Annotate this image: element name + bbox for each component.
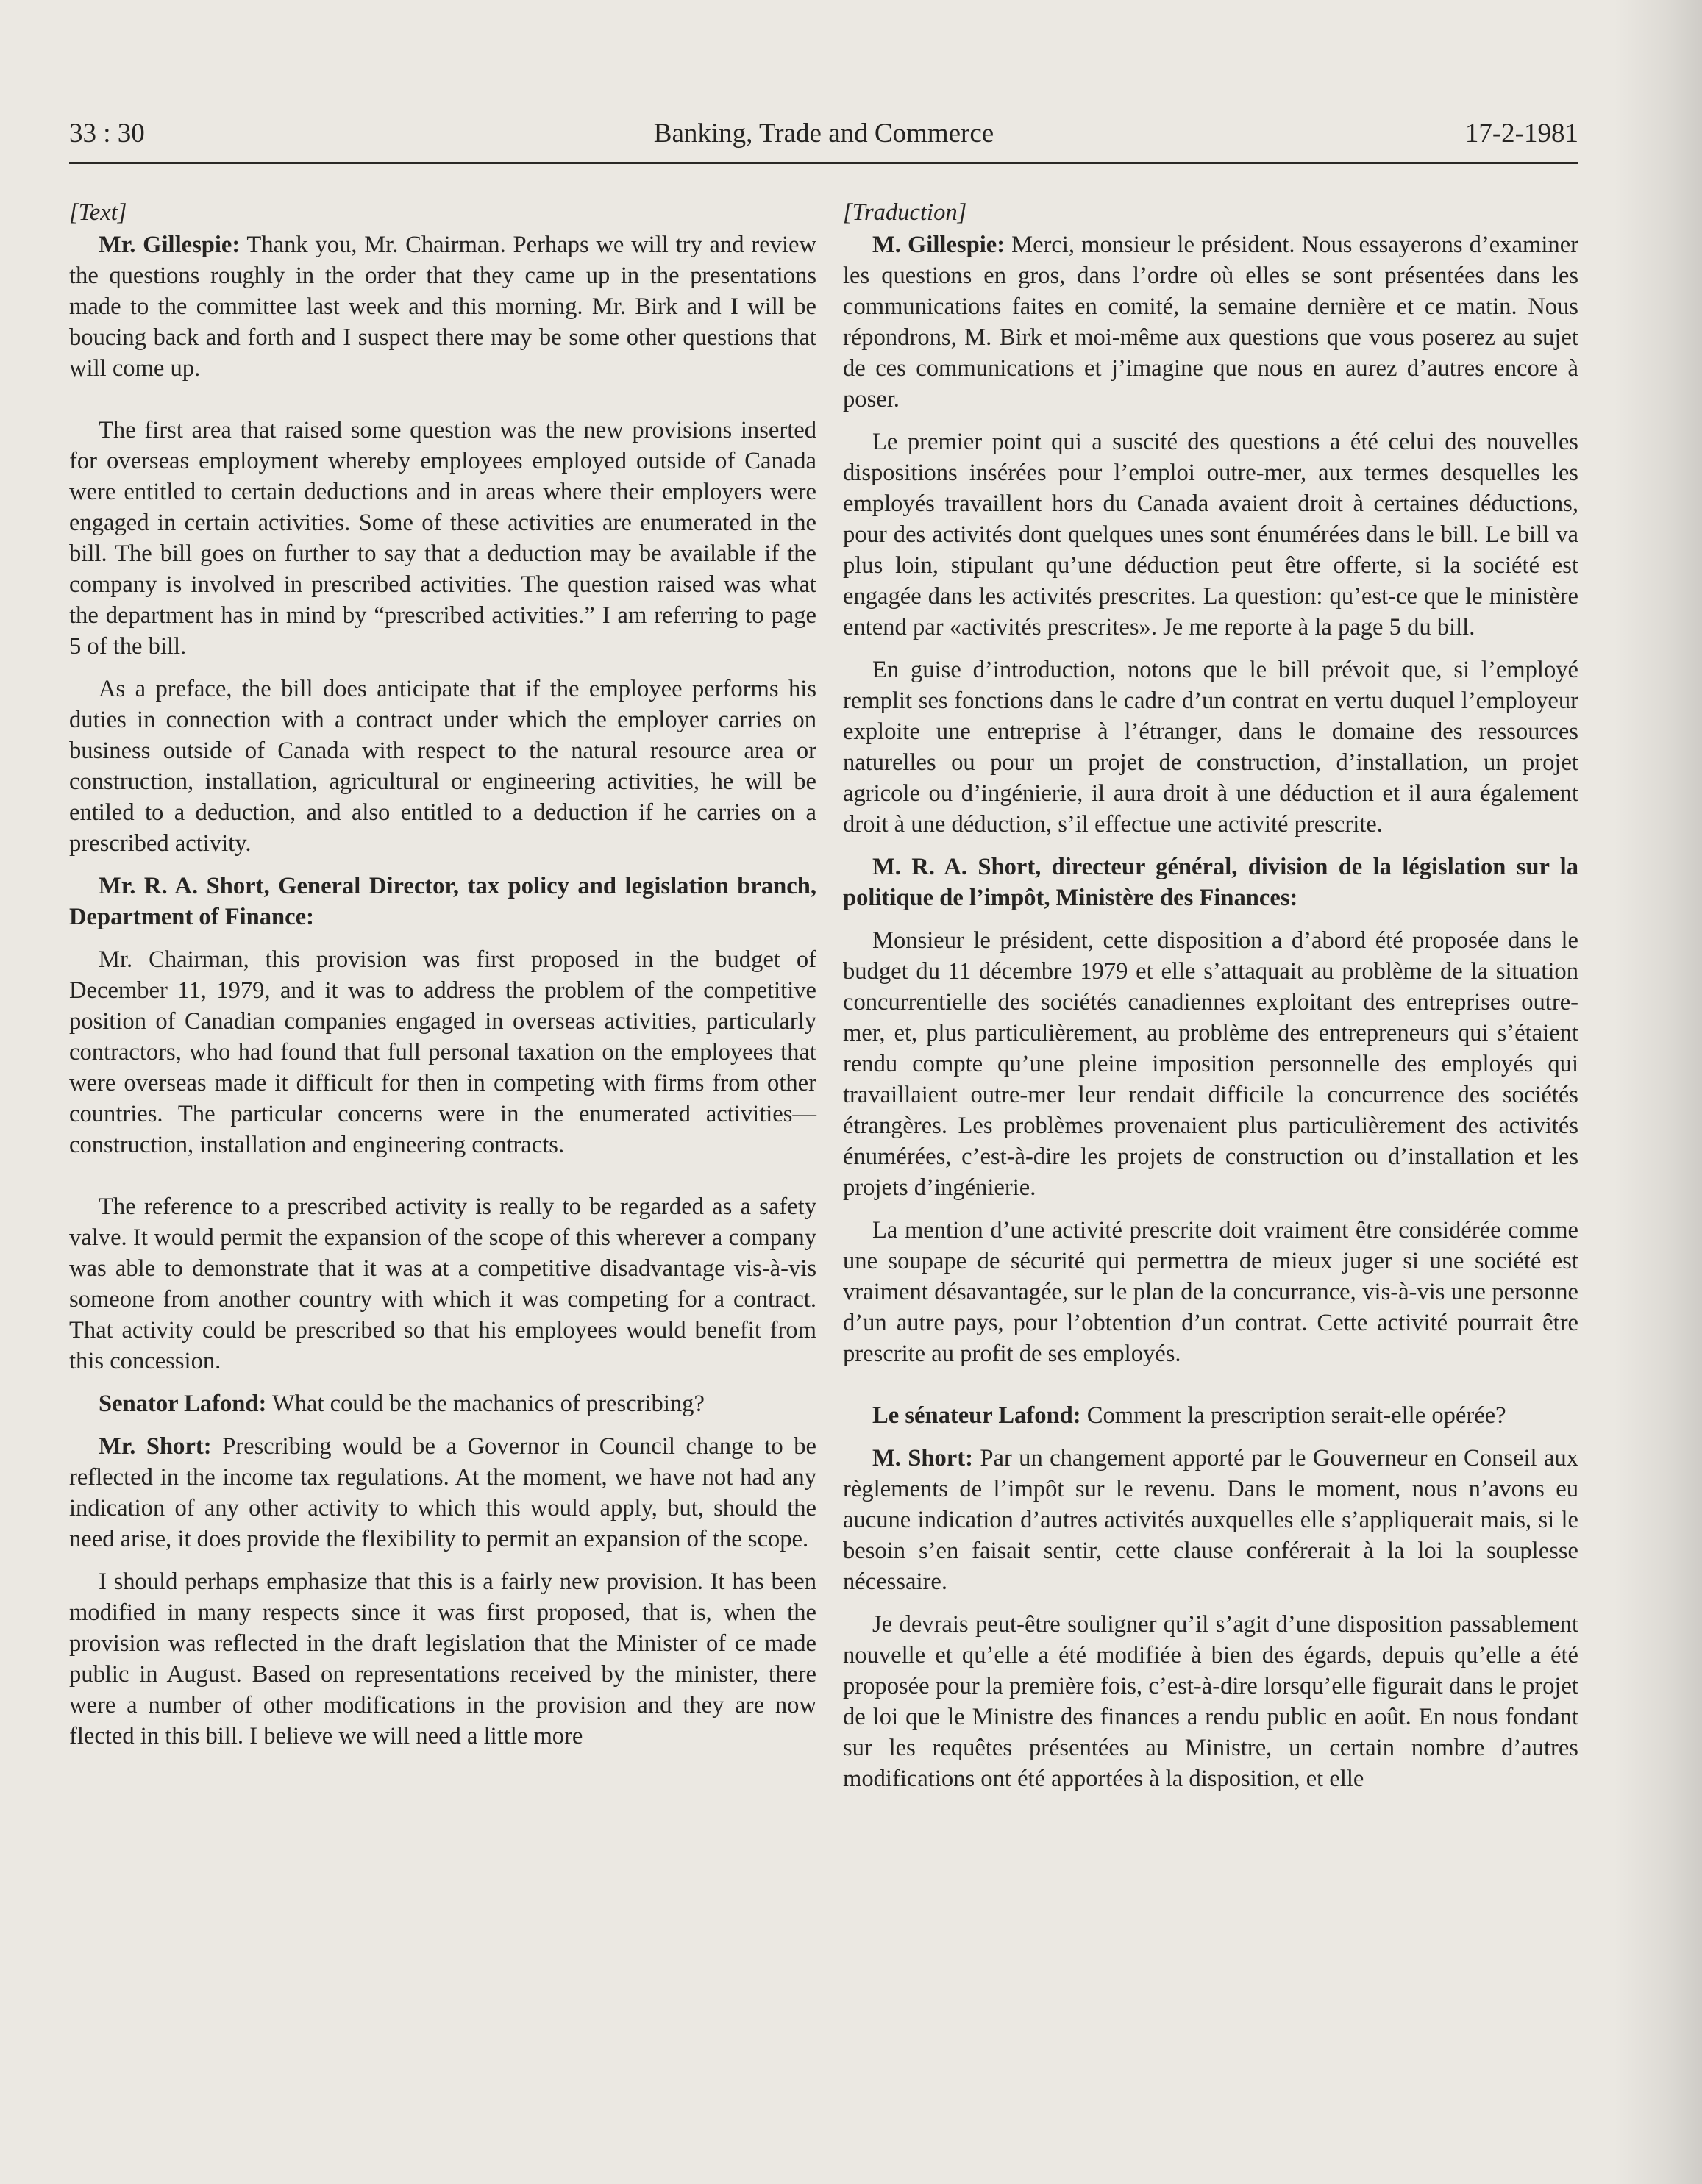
english-column xyxy=(69,197,816,1763)
paragraph: I should perhaps emphasize that this is a fairly new provision. It has been modified in many respects since it was first proposed, that is, when the provision was reflected in the draft legislation that the Minister of ce made public in August. Based on representations received by the minister, there were a number of other modifications in the provision and they are now flected in this bill. I believe we will need a little more xyxy=(69,1569,816,1749)
speaker-heading: Mr. R. A. Short, General Director, tax policy and legislation branch, Department of Finance: xyxy=(69,873,816,930)
paragraph: Le premier point qui a suscité des questions a été celui des nouvelles dispositions insérées pour l’emploi outre-mer, aux termes desquelles les employés travaillent hors du Canada avaient droit à certaines déductions, pour des activités dont quelques unes sont énumérées dans le bill. Le bill va plus loin, stipulant qu’une déduction peut être offerte, si la société est engagée dans les activités prescrites. La question: qu’est-ce que le ministère entend par «activités prescrites». Je me reporte à la page 5 du bill. xyxy=(843,429,1578,640)
running-title: Banking, Trade and Commerce xyxy=(653,118,994,149)
page-fold-shadow xyxy=(1614,0,1702,2184)
paragraph: As a preface, the bill does anticipate that if the employee performs his duties in connection with a contract under which the employer carries on business outside of Canada with respect to the natural resource area or construction, installation, agricultural or engineering activities, he will be entiled to a deduction, and also entitled to a deduction if he carries on a prescribed activity. xyxy=(69,676,816,857)
paragraph: M. Short: Par un changement apporté par le Gouverneur en Conseil aux règlements de l’impôt sur le revenu. Dans le moment, nous n’avons eu aucune indication d’autres activités auxquelles elle s’appliquerait mais, si le besoin s’en faisait sentir, cette clause conférerait à la loi la souplesse nécessaire. xyxy=(843,1445,1578,1595)
page-number: 33 : 30 xyxy=(69,118,145,149)
speaker-name: Le sénateur Lafond: xyxy=(872,1402,1081,1429)
page-date: 17-2-1981 xyxy=(1464,118,1578,149)
speaker-heading: M. R. A. Short, directeur général, division de la législation sur la politique de l’impôt, Ministère des Finances: xyxy=(843,854,1578,911)
paragraph: En guise d’introduction, notons que le bill prévoit que, si l’employé remplit ses fonctions dans le cadre d’un contrat en vertu duquel l’employeur exploite une entreprise à l’étranger, dans le domaine des ressources naturelles ou pour un projet de construction, d’installation, un projet agricole ou d’ingénierie, il aura droit à une déduction et il aura également droit à une déduction, s’il effectue une activité prescrite. xyxy=(843,657,1578,838)
speaker-name: Mr. Short: xyxy=(99,1433,212,1460)
speaker-name: Mr. Gillespie: xyxy=(99,232,241,258)
page-header xyxy=(69,110,1578,164)
paragraph: M. Gillespie: Merci, monsieur le président. Nous essayerons d’examiner les questions en gros, dans l’ordre où elles se sont présentées dans les communications faites en comité, la semaine dernière et ce matin. Nous répondrons, M. Birk et moi-même aux questions que vous poserez au sujet de ces communications et j’imagine que nous en aurez d’autres encore à poser. xyxy=(843,232,1578,413)
speaker-name: M. Short: xyxy=(872,1445,973,1471)
section-tag: [Text] xyxy=(69,199,127,226)
paragraph: The reference to a prescribed activity is really to be regarded as a safety valve. It would permit the expansion of the scope of this wherever a company was able to demonstrate that it was at a competitive disadvantage vis-à-vis someone from another country with which it was competing for a contract. That activity could be prescribed so that his employees would benefit from this concession. xyxy=(69,1193,816,1374)
french-column xyxy=(843,197,1578,1806)
paragraph: Senator Lafond: What could be the machanics of prescribing? xyxy=(99,1391,705,1417)
paragraph: The first area that raised some question was the new provisions inserted for overseas employment whereby employees employed outside of Canada were entitled to certain deductions and in areas where their employers were engaged in certain activities. Some of these activities are enumerated in the bill. The bill goes on further to say that a deduction may be available if the company is involved in prescribed activities. The question raised was what the department has in mind by “prescribed activities.” I am referring to page 5 of the bill. xyxy=(69,417,816,660)
paragraph: Mr. Gillespie: Thank you, Mr. Chairman. Perhaps we will try and review the questions roughly in the order that they came up in the presentations made to the committee last week and this morning. Mr. Birk and I will be boucing back and forth and I suspect there may be some other questions that will come up. xyxy=(69,232,816,382)
paragraph: La mention d’une activité prescrite doit vraiment être considérée comme une soupape de sécurité qui permettra de mieux juger si une société est vraiment désavantagée, sur le plan de la concurrance, vis-à-vis une personne d’un autre pays, pour l’obtention d’un contrat. Cette activité pourrait être prescrite au profit de ses employés. xyxy=(843,1217,1578,1367)
paragraph: Mr. Short: Prescribing would be a Governor in Council change to be reflected in the income tax regulations. At the moment, we have not had any indication of any other activity to which this would apply, but, should the need arise, it does provide the flexibility to permit an expansion of the scope. xyxy=(69,1433,816,1552)
speaker-name: Senator Lafond: xyxy=(99,1391,267,1417)
paragraph: Le sénateur Lafond: Comment la prescription serait-elle opérée? xyxy=(872,1402,1506,1429)
paragraph: Monsieur le président, cette disposition a d’abord été proposée dans le budget du 11 décembre 1979 et elle s’attaquait au problème de la situation concurrentielle des sociétés canadiennes exploitant des entreprises outre-mer, et, plus particulièrement, au problème des entrepreneurs qui s’étaient rendu compte qu’une pleine imposition personnelle des employés qui travaillaient outre-mer leur rendait difficile la concurrence des sociétés étrangères. Les problèmes provenaient plus particulièrement des activités énumérées, c’est-à-dire les projets de construction ou d’installation et les projets d’ingénierie. xyxy=(843,927,1578,1201)
section-tag: [Traduction] xyxy=(843,199,967,226)
paragraph: Mr. Chairman, this provision was first proposed in the budget of December 11, 1979, and it was to address the problem of the competitive position of Canadian companies engaged in overseas activities, particularly contractors, who had found that full personal taxation on the employees that were overseas made it difficult for then in competing with firms from other countries. The particular concerns were in the enumerated activities—construction, installation and engineering contracts. xyxy=(69,946,816,1158)
speaker-name: M. Gillespie: xyxy=(872,232,1005,258)
paragraph: Je devrais peut-être souligner qu’il s’agit d’une disposition passablement nouvelle et qu’elle a été modifiée à bien des égards, depuis qu’elle a été proposée pour la première fois, c’est-à-dire lorsqu’elle figurait dans le projet de loi que le Ministre des finances a rendu public en août. En nous fondant sur les requêtes présentées au Ministre, un certain nombre d’autres modifications ont été apportées à la disposition, et elle xyxy=(843,1611,1578,1792)
